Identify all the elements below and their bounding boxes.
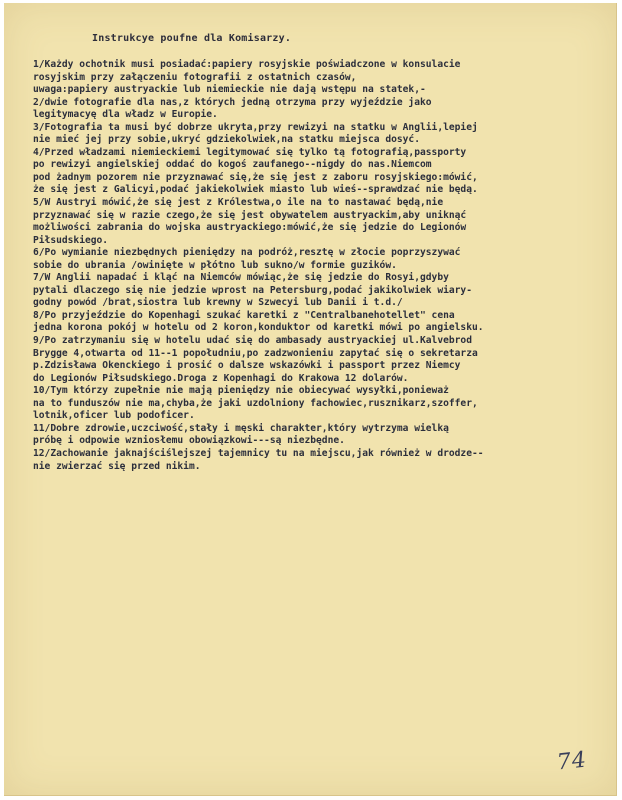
text-line: rosyjskim przy załączeniu fotografii z ostatnich czasów, <box>33 71 357 83</box>
text-line: 9/Po zatrzymaniu się w hotelu udać się do ambasady austryackiej ul.Kalvebrod <box>33 335 472 347</box>
text-line: godny powód /brat,siostra lub krewny w Szwecyi lub Danii i t.d./ <box>33 297 403 309</box>
text-line: Piłsudskiego. <box>33 234 109 246</box>
text-line: pod żadnym pozorem nie przyznawać się,że się jest z zaboru rosyjskiego:mówić, <box>33 171 478 183</box>
text-line: legitymacyę dla władz w Europie. <box>33 109 218 121</box>
text-line: 11/Dobre zdrowie,uczciwość,stały i męski charakter,który wytrzyma wielką <box>33 422 449 434</box>
text-line: 10/Tym którzy zupełnie nie mają pieniędzy nie obiecywać wysyłki,ponieważ <box>33 385 449 397</box>
text-line: uwaga:papiery austryackie lub niemieckie nie dają wstępu na statek,- <box>33 84 426 96</box>
text-line: po rewizyi angielskiej oddać do kogoś zaufanego--nigdy do nas.Niemcom <box>33 159 432 171</box>
text-line: że się jest z Galicyi,podać jakiekolwiek miasto lub wieś--sprawdzać nie będą. <box>33 184 478 196</box>
text-line: 7/W Anglii napadać i kląć na Niemców mówiąc,że się jedzie do Rosyi,gdyby <box>33 272 449 284</box>
text-line: 4/Przed władzami niemieckiemi legitymować się tylko tą fotografią,passporty <box>33 146 467 158</box>
text-line: lotnik,oficer lub podoficer. <box>33 410 195 422</box>
handwritten-page-number: 74 <box>555 747 589 776</box>
text-line: 6/Po wymianie niezbędnych pieniędzy na podróż,resztę w złocie poprzyszywać <box>33 247 461 259</box>
text-line: jedna korona pokój w hotelu od 2 koron,konduktor od karetki mówi po angielsku. <box>33 322 484 334</box>
text-line: na to funduszów nie ma,chyba,że jaki uzdolniony fachowiec,rusznikarz,szoffer, <box>33 397 478 409</box>
text-line: 2/dwie fotografie dla nas,z których jedną otrzyma przy wyjeździe jako <box>33 96 432 108</box>
document-body <box>33 59 593 473</box>
text-line: p.Zdzisława Okenckiego i prosić o dalsze wskazówki i passport przez Niemcy <box>33 360 461 372</box>
text-line: pytali dlaczego się nie jedzie wprost na Petersburg,podać jakikolwiek wiary- <box>33 284 472 296</box>
text-line: 8/Po przyjeździe do Kopenhagi szukać karetki z "Centralbanehotellet" cena <box>33 309 455 321</box>
text-line: sobie do ubrania /owinięte w płótno lub sukno/w formie guzików. <box>33 259 397 271</box>
text-line: możliwości zabrania do wojska austryackiego:mówić,że się jedzie do Legionów <box>33 222 467 234</box>
text-line: 12/Zachowanie jaknajściślejszej tajemnicy tu na miejscu,jak również w drodze-- <box>33 447 484 459</box>
text-line: nie mieć jej przy sobie,ukryć gdziekolwiek,na statku miejsca dosyć. <box>33 134 420 146</box>
document-title: Instrukcye poufne dla Komisarzy. <box>92 33 292 44</box>
document-page <box>4 3 617 796</box>
text-line: do Legionów Piłsudskiego.Droga z Kopenhagi do Krakowa 12 dolarów. <box>33 372 409 384</box>
text-line: 5/W Austryi mówić,że się jest z Królestwa,o ile na to nastawać będą,nie <box>33 197 444 209</box>
text-line: próbę i odpowie wzniosłemu obowiązkowi---są niezbędne. <box>33 435 345 447</box>
text-line: przyznawać się w razie czego,że się jest obywatelem austryackim,aby uniknąć <box>33 209 467 221</box>
text-line: 3/Fotografia ta musi być dobrze ukryta,przy rewizyi na statku w Anglii,lepiej <box>33 121 478 133</box>
text-line: Brygge 4,otwarta od 11--1 popołudniu,po zadzwonieniu zapytać się o sekretarza <box>33 347 478 359</box>
text-line: nie zwierzać się przed nikim. <box>33 460 201 472</box>
text-line: 1/Każdy ochotnik musi posiadać:papiery rosyjskie poświadczone w konsulacie <box>33 59 461 70</box>
